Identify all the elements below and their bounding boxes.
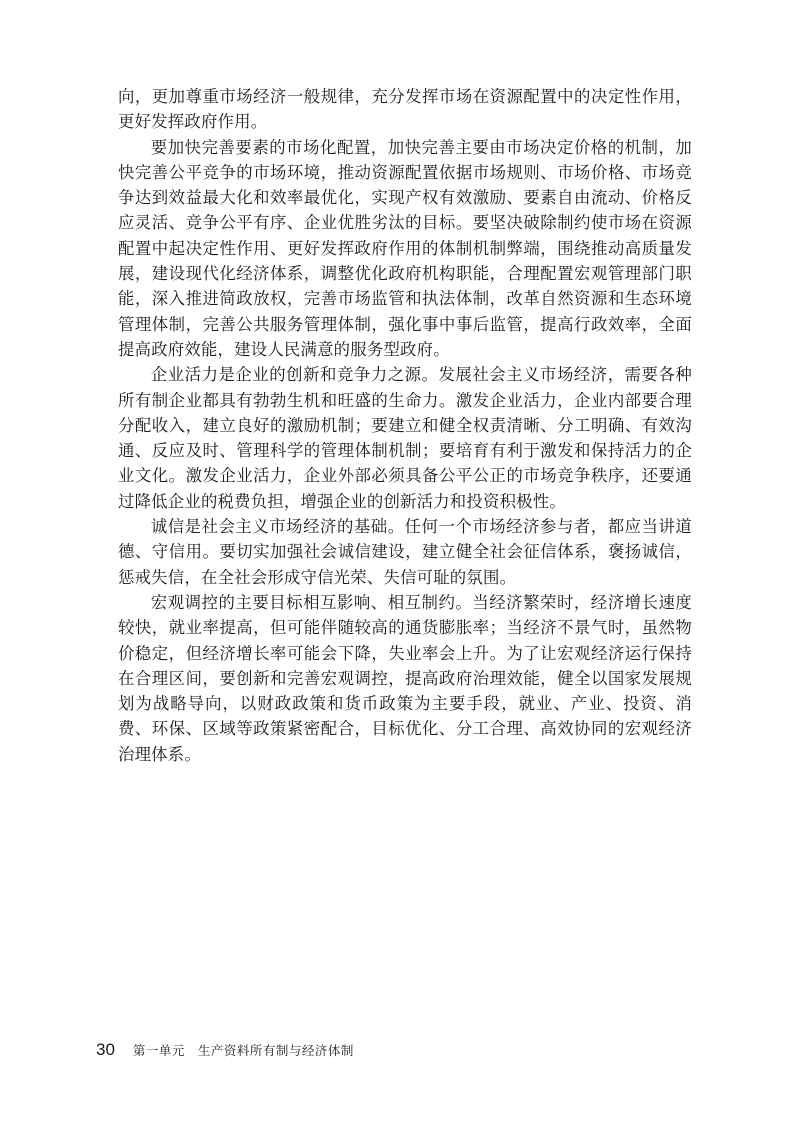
page-number: 30 — [96, 1040, 115, 1059]
paragraph-continuation: 向，更加尊重市场经济一般规律，充分发挥市场在资源配置中的决定性作用，更好发挥政府作用。 — [118, 87, 692, 132]
page-footer — [96, 1040, 354, 1060]
paragraph-factor-market: 要加快完善要素的市场化配置，加快完善主要由市场决定价格的机制，加快完善公平竞争的市场环境，推动资源配置依据市场规则、市场价格、市场竞争达到效益最大化和效率最优化，实现产权有效激励、要素自由流动、价格反应灵活、竞争公平有序、企业优胜劣汰的目标。要坚决破除制约使市场在资源配置中起决定性作用、更好发挥政府作用的体制机制弊端，围绕推动高质量发展，建设现代化经济体系，调整优化政府机构职能，合理配置宏观管理部门职能，深入推进简政放权，完善市场监管和执法体制，改革自然资源和生态环境管理体制，完善公共服务管理体制，强化事中事后监管，提高行政效率，全面提高政府效能，建设人民满意的服务型政府。 — [118, 137, 692, 359]
page-body — [118, 84, 692, 767]
paragraph-enterprise-vitality: 企业活力是企业的创新和竞争力之源。发展社会主义市场经济，需要各种所有制企业都具有勃勃生机和旺盛的生命力。激发企业活力，企业内部要合理分配收入，建立良好的激励机制；要建立和健全权责清晰、分工明确、有效沟通、反应及时、管理科学的管理体制机制；要培育有利于激发和保持活力的企业文化。激发企业活力，企业外部必须具备公平公正的市场竞争秩序，还要通过降低企业的税费负担，增强企业的创新活力和投资积极性。 — [118, 365, 692, 511]
unit-title: 第一单元 生产资料所有制与经济体制 — [132, 1043, 354, 1058]
paragraph-integrity: 诚信是社会主义市场经济的基础。任何一个市场经济参与者，都应当讲道德、守信用。要切实加强社会诚信建设，建立健全社会征信体系，褒扬诚信，惩戒失信，在全社会形成守信光荣、失信可耻的氛围。 — [118, 517, 692, 587]
paragraph-macro-control: 宏观调控的主要目标相互影响、相互制约。当经济繁荣时，经济增长速度较快，就业率提高，但可能伴随较高的通货膨胀率；当经济不景气时，虽然物价稳定，但经济增长率可能会下降，失业率会上升。为了让宏观经济运行保持在合理区间，要创新和完善宏观调控，提高政府治理效能，健全以国家发展规划为战略导向，以财政政策和货币政策为主要手段，就业、产业、投资、消费、环保、区域等政策紧密配合，目标优化、分工合理、高效协同的宏观经济治理体系。 — [118, 592, 692, 764]
